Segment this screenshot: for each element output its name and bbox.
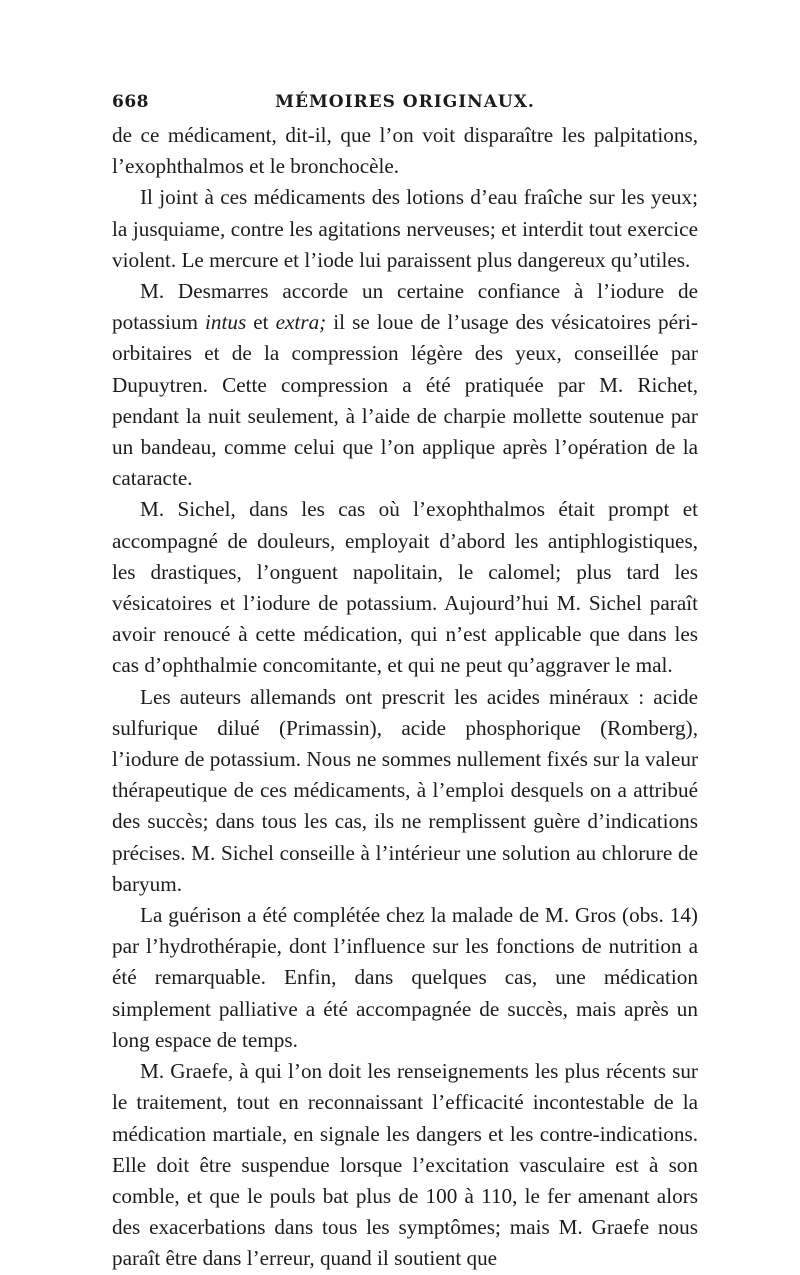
paragraph-6: La guérison a été complétée chez la malade de M. Gros (obs. 14) par l’hydrothérapie, dont l’influence sur les fonctions de nutrition a été remarquable. Enfin, dans quelques cas, une médication simplement palliative a été accompagnée de succès, mais après un long espace de temps. bbox=[112, 903, 698, 1052]
body-text bbox=[112, 120, 698, 1275]
page-header bbox=[112, 92, 698, 118]
paragraph-3-text-a: M. Desmarres accorde un certaine confiance à l’iodure de potassium bbox=[112, 279, 698, 335]
page-number: 668 bbox=[112, 92, 149, 112]
paragraph-7: M. Graefe, à qui l’on doit les renseignements les plus récents sur le traitement, tout en reconnaissant l’efficacité incontestable de la médication martiale, en signale les dangers et les contre-indications. Elle doit être suspendue lorsque l’excitation vasculaire est à son comble, et que le pouls bat plus de 100 à 110, le fer amenant alors des exacerbations dans tous les symptômes; mais M. Graefe nous paraît être dans l’erreur, quand il soutient que bbox=[112, 1059, 698, 1271]
latin-term-intus: intus bbox=[205, 310, 247, 335]
paragraph-2: Il joint à ces médicaments des lotions d’eau fraîche sur les yeux; la jusquiame, contre les agitations nerveuses; et interdit tout exercice violent. Le mercure et l’iode lui paraissent plus dangereux qu’utiles. bbox=[112, 185, 698, 272]
paragraph-3-text-c: il se loue de l’usage des vésicatoires péri-orbitaires et de la compression légère des yeux, conseillée par Dupuytren. Cette compression a été pratiquée par M. Richet, pendant la nuit seulement, à l’aide de charpie mollette soutenue par un bandeau, comme celui que l’on applique après l’opération de la cataracte. bbox=[112, 310, 698, 491]
running-title: MÉMOIRES ORIGINAUX. bbox=[275, 92, 535, 112]
paragraph-3 bbox=[112, 276, 698, 494]
paragraph-5: Les auteurs allemands ont prescrit les acides minéraux : acide sulfurique dilué (Primassin), acide phosphorique (Romberg), l’iodure de potassium. Nous ne sommes nullement fixés sur la valeur thérapeutique de ces médicaments, à l’emploi desquels on a attribué des succès; dans tous les cas, ils ne remplissent guère d’indications précises. M. Sichel conseille à l’intérieur une solution au chlorure de baryum. bbox=[112, 684, 698, 896]
latin-term-extra: extra; bbox=[275, 310, 327, 335]
paragraph-4: M. Sichel, dans les cas où l’exophthalmos était prompt et accompagné de douleurs, employait d’abord les antiphlogistiques, les drastiques, l’onguent napolitain, le calomel; plus tard les vésicatoires et l’iodure de potassium. Aujourd’hui M. Sichel paraît avoir renoucé à cette médication, qui n’est applicable que dans les cas d’ophthalmie concomitante, et qui ne peut qu’aggraver le mal. bbox=[112, 497, 698, 678]
document-page bbox=[112, 92, 698, 1275]
paragraph-1: de ce médicament, dit-il, que l’on voit disparaître les palpitations, l’exophthalmos et le bronchocèle. bbox=[112, 123, 698, 179]
paragraph-3-text-b: et bbox=[246, 310, 276, 335]
